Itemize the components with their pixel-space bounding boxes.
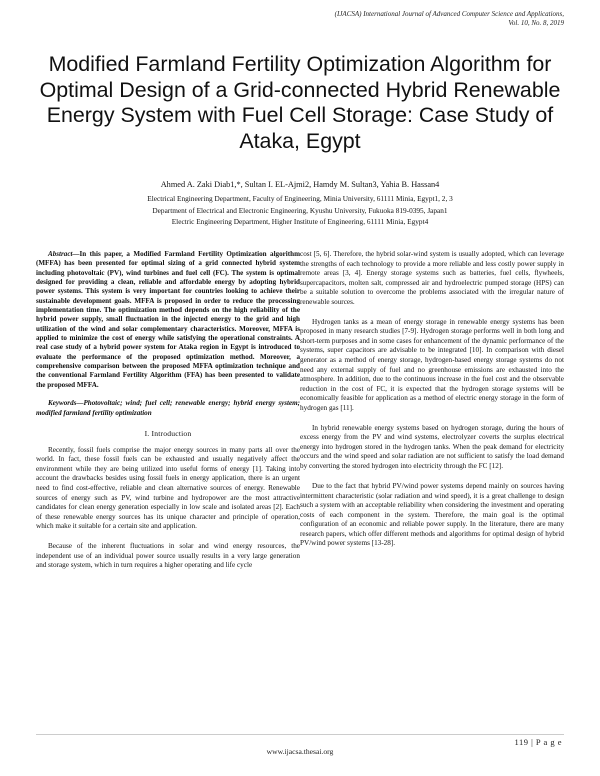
paper-title: Modified Farmland Fertility Optimization Algorithm for Optimal Design of a Grid-connected Hybrid Renewable Energy System with Fuel Cell Storage: Case Study of Ataka, Egypt <box>39 52 561 153</box>
journal-running-head <box>204 10 564 27</box>
journal-name: (IJACSA) International Journal of Advanced Computer Science and Applications, <box>334 10 564 18</box>
affiliation-3: Electric Engineering Department, Higher Institute of Engineering, 61111 Minia, Egypt4 <box>171 217 429 227</box>
body-paragraph: Because of the inherent fluctuations in solar and wind energy resources, the independent use of an individual power source usually results in a very large generation and storage system, which in turn requires a higher operating and life cycle <box>36 542 300 570</box>
affiliation-list <box>20 193 580 228</box>
author-list: Ahmed A. Zaki Diab1,*, Sultan I. EL-Ajmi2, Hamdy M. Sultan3, Yahia B. Hassan4 <box>160 180 440 189</box>
abstract-lead: Abstract— <box>48 250 80 258</box>
left-column <box>36 250 300 581</box>
right-column <box>300 250 564 559</box>
section-heading-introduction: I. Introduction <box>144 428 192 438</box>
body-paragraph: cost [5, 6]. Therefore, the hybrid solar-wind system is usually adopted, which can leverage the strengths of each technology to provide a more reliable and less costly power supply in remote areas [3, 4]. Energy storage systems such as batteries, fuel cells, flywheels, supercapacitors, molten salt, compressed air and hydroelectric pumped storage (HPS) can be a suitable solution to overcome the problems associated with the irregular nature of renewable sources. <box>300 250 564 306</box>
abstract <box>36 250 300 390</box>
body-paragraph: In hybrid renewable energy systems based on hydrogen storage, during the hours of excess energy from the PV and wind systems, electrolyzer coverts the surplus electrical energy into hydrogen stored in the hydrogen tanks. When the peak demand for electricity occurs and the wind speed and solar radiation are not sufficient to satisfy the load demand by converting the stored hydrogen into electricity through the FC [12]. <box>300 423 564 470</box>
journal-url-link[interactable]: www.ijacsa.thesai.org <box>266 747 334 756</box>
body-paragraph: Recently, fossil fuels comprise the major energy sources in many parts all over the world. In fact, these fossil fuels can be exhausted and usually negatively affect the environment while they are being utilized into useful forms of energy [1]. Taking into account the drawbacks besides using fossil fuels in energy application, there is an urgent need to find cost-effective, reliable and clean alternative sources of energy. Renewable sources of energy such as PV, wind turbine and hydropower are the most attractive candidates for clean energy generation especially in low scale and isolated areas [2]. Each of these renewable energy sources has its unique character and principle of operation, which make it suitable for a certain site and application. <box>36 445 300 531</box>
footer-divider <box>36 734 564 735</box>
abstract-text: In this paper, a Modified Farmland Fertility Optimization algorithm (MFFA) has been presented for optimal sizing of a grid connected hybrid system including photovoltaic (PV), wind turbines and fuel cell (FC). The system is optimal designed for providing a clean, reliable and affordable energy by adopting hybrid power systems. This system is very important for countries looking to achieve their sustainable development goals. MFFA is proposed in order to reduce the processing implementation time. The optimization method depends on the high reliability of the hybrid power supply, small fluctuation in the injected energy to the grid and high utilization of the wind and solar complementary characteristics. Moreover, MFFA is applied to minimize the cost of energy while satisfying the operational constraints. A real case study of a hybrid power system for Ataka region in Egypt is introduced to evaluate the performance of the proposed optimization method. Moreover, a comprehensive comparison between the proposed MFFA optimization technique and the conventional Farmland Fertility Algorithm (FFA) has been presented to validate the proposed MFFA. <box>36 250 300 389</box>
body-paragraph: Due to the fact that hybrid PV/wind power systems depend mainly on sources having intermittent characteristic (solar radiation and wind speed), it is a great challenge to design such a system with an acceptable reliability when considering the investment and operating costs of each component in the system. Therefore, the main goal is the optimal configuration of an economic and reliable power supply. In the literature, there are many research papers, which offer different methods and algorithms for optimal design of hybrid PV/wind power systems [13-28]. <box>300 481 564 548</box>
page-number: 119 | P a g e <box>514 737 562 747</box>
affiliation-1: Electrical Engineering Department, Faculty of Engineering, Minia University, 61111 Minia, Egypt1, 2, 3 <box>147 194 453 203</box>
affiliation-2: Department of Electrical and Electronic Engineering, Kyushu University, Fukuoka 819-0395, Japan1 <box>152 205 448 215</box>
body-paragraph: Hydrogen tanks as a mean of energy storage in renewable energy systems has been proposed in many research studies [7-9]. Hydrogen storage performs well in both long and short-term purposes and in some cases for enhancement of the dynamic performance of the systems, super capacitors are advisable to be integrated [10]. In comparison with diesel generator as a method of energy storage, hydrogen-based energy storage systems do not need any external supply of fuel and no greenhouse emissions are exhausted into the atmosphere. In addition, due to the continuous increase in the fuel cost and the observable reduction in the cost of FC, it is expected that the hydrogen storage systems will be economically feasible for application as a method of electric energy storage in the form of hydrogen gas [11]. <box>300 317 564 412</box>
keywords: Keywords—Photovoltaic; wind; fuel cell; renewable energy; hybrid energy system; modified farmland fertility optimization <box>36 399 300 417</box>
journal-volume: Vol. 10, No. 8, 2019 <box>508 18 564 27</box>
